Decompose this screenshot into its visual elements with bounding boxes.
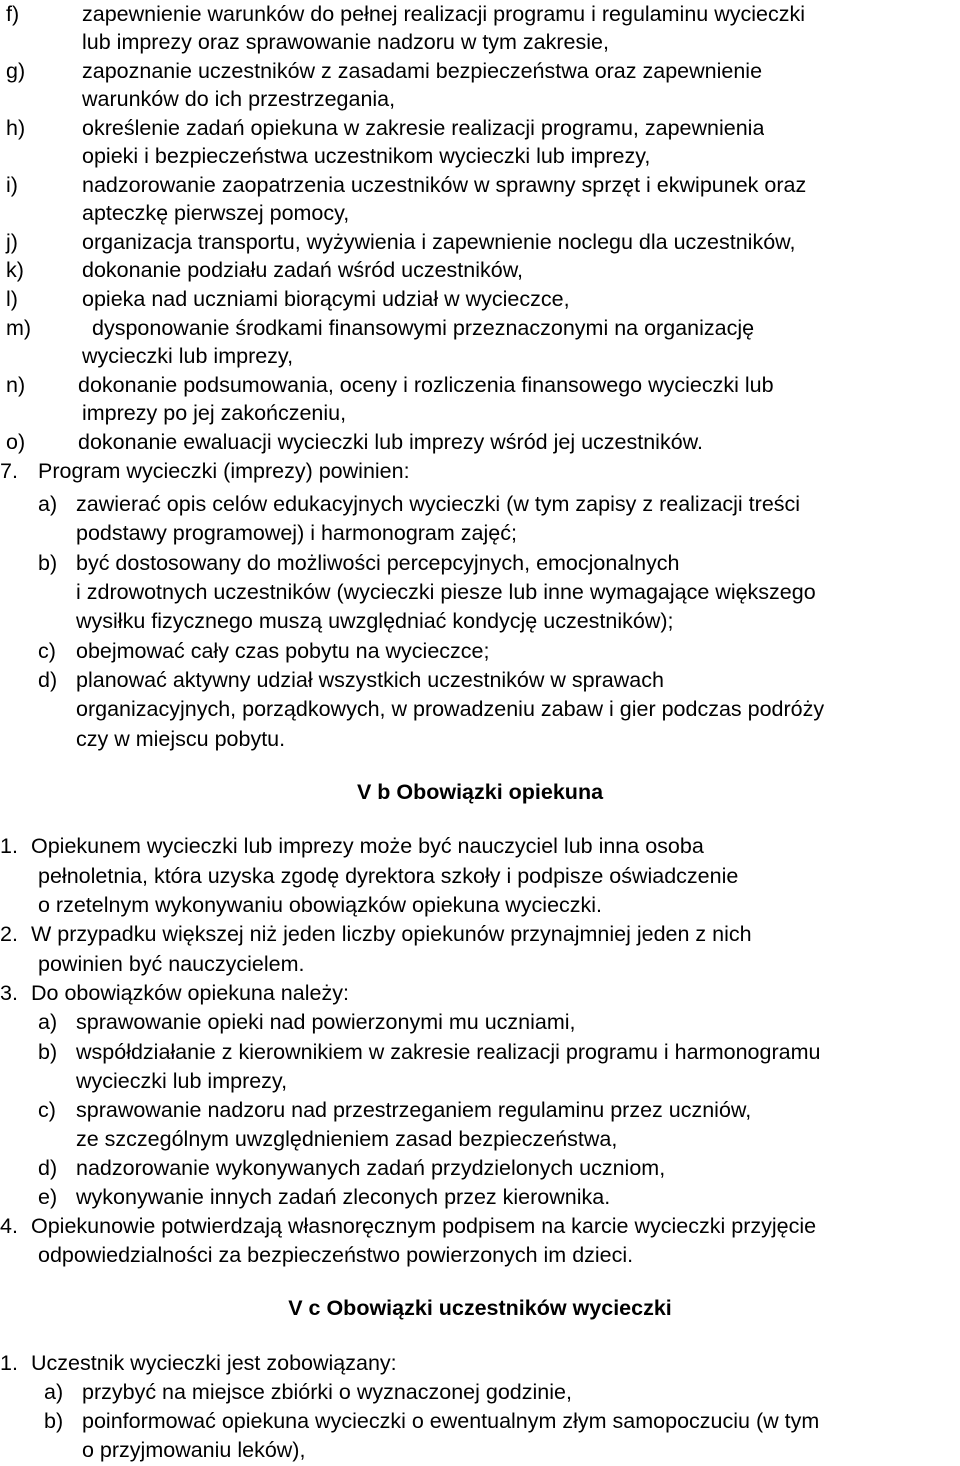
point-text: o rzetelnym wykonywaniu obowiązków opiekuna wycieczki. (38, 893, 603, 917)
point-text: W przypadku większej niż jeden liczby opiekunów przynajmniej jeden z nich (31, 922, 752, 946)
list-marker: j) (6, 230, 18, 254)
list-item-j (0, 228, 795, 257)
section-heading (0, 1294, 960, 1323)
list-item-text: wysiłku fizycznego muszą uwzględniać kondycję uczestników); (76, 609, 674, 633)
list-item-text: poinformować opiekuna wycieczki o ewentualnym złym samopoczuciu (w tym (82, 1409, 820, 1433)
point-4 (0, 1212, 822, 1241)
list-item-text: określenie zadań opiekuna w zakresie realizacji programu, zapewnienia (82, 116, 765, 140)
point-marker: 1. (0, 834, 18, 858)
list-marker: d) (38, 668, 58, 692)
list-item-text: współdziałanie z kierownikiem w zakresie realizacji programu i harmonogramu (76, 1040, 821, 1064)
point-marker: 7. (0, 459, 18, 483)
list-marker: a) (44, 1380, 64, 1404)
section-heading (0, 778, 960, 807)
list-item-g (0, 57, 770, 86)
list-item-text: nadzorowanie zaopatrzenia uczestników w sprawny sprzęt i ekwipunek oraz (82, 173, 807, 197)
list-marker: a) (38, 1010, 58, 1034)
point-text: Opiekunowie potwierdzają własnoręcznym podpisem na karcie wycieczki przyjęcie (31, 1214, 817, 1238)
point-1-cont (0, 891, 602, 920)
list-item-text: przybyć na miejsce zbiórki o wyznaczonej godzinie, (82, 1380, 572, 1404)
point-marker: 1. (0, 1351, 18, 1375)
list-item-f-cont (0, 28, 609, 57)
point-text: Program wycieczki (imprezy) powinien: (38, 459, 410, 483)
list-item-n-cont (0, 399, 346, 428)
list-item-text: organizacyjnych, porządkowych, w prowadzeniu zabaw i gier podczas podróży (76, 697, 825, 721)
list-item-text: imprezy po jej zakończeniu, (82, 401, 347, 425)
list-item-text: opieki i bezpieczeństwa uczestnikom wycieczki lub imprezy, (82, 144, 651, 168)
list-item-h-cont (0, 142, 650, 171)
list-item-d (0, 1154, 665, 1183)
list-marker: k) (6, 258, 24, 282)
point-text: powinien być nauczycielem. (38, 952, 305, 976)
list-marker: d) (38, 1156, 58, 1180)
list-marker: f) (6, 2, 20, 26)
point-3 (0, 979, 349, 1008)
list-item-text: apteczkę pierwszej pomocy, (82, 201, 350, 225)
list-item-a (0, 1378, 572, 1407)
point-4-cont (0, 1241, 633, 1270)
list-item-text: podstawy programowej) i harmonogram zajęć; (76, 521, 517, 545)
list-marker: a) (38, 492, 58, 516)
list-item-text: wykonywanie innych zadań zleconych przez kierownika. (76, 1185, 611, 1209)
list-marker: b) (44, 1409, 64, 1433)
point-2 (0, 920, 758, 949)
point-2-cont (0, 950, 305, 979)
list-item-text: sprawowanie nadzoru nad przestrzeganiem regulaminu przez uczniów, (76, 1098, 752, 1122)
list-marker: c) (38, 639, 56, 663)
list-item-text: zapewnienie warunków do pełnej realizacji programu i regulaminu wycieczki (82, 2, 805, 26)
list-item-b (0, 1407, 825, 1436)
point-text: Uczestnik wycieczki jest zobowiązany: (31, 1351, 397, 1375)
list-item-text: być dostosowany do możliwości percepcyjnych, emocjonalnych (76, 551, 680, 575)
point-1 (0, 1349, 397, 1378)
list-item-a-cont (0, 519, 517, 548)
list-marker: l) (6, 287, 18, 311)
list-item-d-cont (0, 695, 830, 724)
list-item-text: opieka nad uczniami biorącymi udział w wycieczce, (82, 287, 570, 311)
section-heading-text: V c Obowiązki uczestników wycieczki (288, 1296, 672, 1320)
point-text: Do obowiązków opiekuna należy: (31, 981, 349, 1005)
point-1-cont (0, 862, 744, 891)
list-marker: h) (6, 116, 26, 140)
point-7 (0, 457, 410, 486)
list-item-text: organizacja transportu, wyżywienia i zapewnienie noclegu dla uczestników, (82, 230, 796, 254)
list-item-text: dysponowanie środkami finansowymi przeznaczonymi na organizację (92, 316, 755, 340)
list-item-text: sprawowanie opieki nad powierzonymi mu uczniami, (76, 1010, 576, 1034)
list-marker: m) (6, 316, 32, 340)
list-item-text: warunków do ich przestrzegania, (82, 87, 396, 111)
list-marker: g) (6, 59, 26, 83)
list-marker: b) (38, 1040, 58, 1064)
list-item-text: ze szczególnym uwzględnieniem zasad bezpieczeństwa, (76, 1127, 618, 1151)
list-item-c (0, 637, 489, 666)
list-item-i (0, 171, 814, 200)
list-item-b-cont (0, 578, 822, 607)
list-item-i-cont (0, 199, 349, 228)
list-item-o (0, 428, 703, 457)
list-item-text: lub imprezy oraz sprawowanie nadzoru w tym zakresie, (82, 30, 609, 54)
list-item-text: wycieczki lub imprezy, (76, 1069, 288, 1093)
list-item-c (0, 1096, 757, 1125)
list-item-c-cont (0, 1125, 617, 1154)
list-item-a (0, 490, 806, 519)
list-item-text: obejmować cały czas pobytu na wycieczce; (76, 639, 490, 663)
point-1 (0, 832, 710, 861)
list-marker: b) (38, 551, 58, 575)
list-item-b-cont (0, 1067, 287, 1096)
list-item-n (0, 371, 782, 400)
list-item-g-cont (0, 85, 395, 114)
list-item-l (0, 285, 570, 314)
list-item-b (0, 1038, 826, 1067)
point-text: Opiekunem wycieczki lub imprezy może być nauczyciel lub inna osoba (31, 834, 704, 858)
list-item-d (0, 666, 670, 695)
list-item-a (0, 1008, 576, 1037)
list-item-text: wycieczki lub imprezy, (82, 344, 294, 368)
list-item-m (0, 314, 762, 343)
point-marker: 3. (0, 981, 18, 1005)
list-item-b-cont (0, 1436, 305, 1465)
point-text: odpowiedzialności za bezpieczeństwo powierzonych im dzieci. (38, 1243, 634, 1267)
list-item-text: i zdrowotnych uczestników (wycieczki piesze lub inne wymagające większego (76, 580, 816, 604)
list-item-k (0, 256, 523, 285)
list-item-d-cont (0, 725, 285, 754)
list-item-e (0, 1183, 610, 1212)
section-heading-text: V b Obowiązki opiekuna (356, 780, 604, 804)
list-marker: o) (6, 430, 26, 454)
list-item-text: dokonanie podsumowania, oceny i rozliczenia finansowego wycieczki lub (78, 373, 774, 397)
list-item-text: dokonanie ewaluacji wycieczki lub imprezy wśród jej uczestników. (78, 430, 703, 454)
list-marker: n) (6, 373, 26, 397)
list-item-text: nadzorowanie wykonywanych zadań przydzielonych uczniom, (76, 1156, 666, 1180)
list-marker: c) (38, 1098, 56, 1122)
point-marker: 2. (0, 922, 18, 946)
list-item-text: zapoznanie uczestników z zasadami bezpieczeństwa oraz zapewnienie (82, 59, 763, 83)
list-item-text: czy w miejscu pobytu. (76, 727, 286, 751)
list-item-text: o przyjmowaniu leków), (82, 1438, 306, 1462)
list-item-b (0, 549, 685, 578)
list-item-b-cont (0, 607, 673, 636)
list-item-h (0, 114, 772, 143)
point-marker: 4. (0, 1214, 18, 1238)
list-marker: i) (6, 173, 18, 197)
list-item-m-cont (0, 342, 293, 371)
list-item-text: zawierać opis celów edukacyjnych wycieczki (w tym zapisy z realizacji treści (76, 492, 801, 516)
point-text: pełnoletnia, która uzyska zgodę dyrektora szkoły i podpisze oświadczenie (38, 864, 739, 888)
list-item-text: dokonanie podziału zadań wśród uczestników, (82, 258, 524, 282)
list-item-text: planować aktywny udział wszystkich uczestników w sprawach (76, 668, 664, 692)
list-marker: e) (38, 1185, 58, 1209)
list-item-f (0, 0, 813, 29)
